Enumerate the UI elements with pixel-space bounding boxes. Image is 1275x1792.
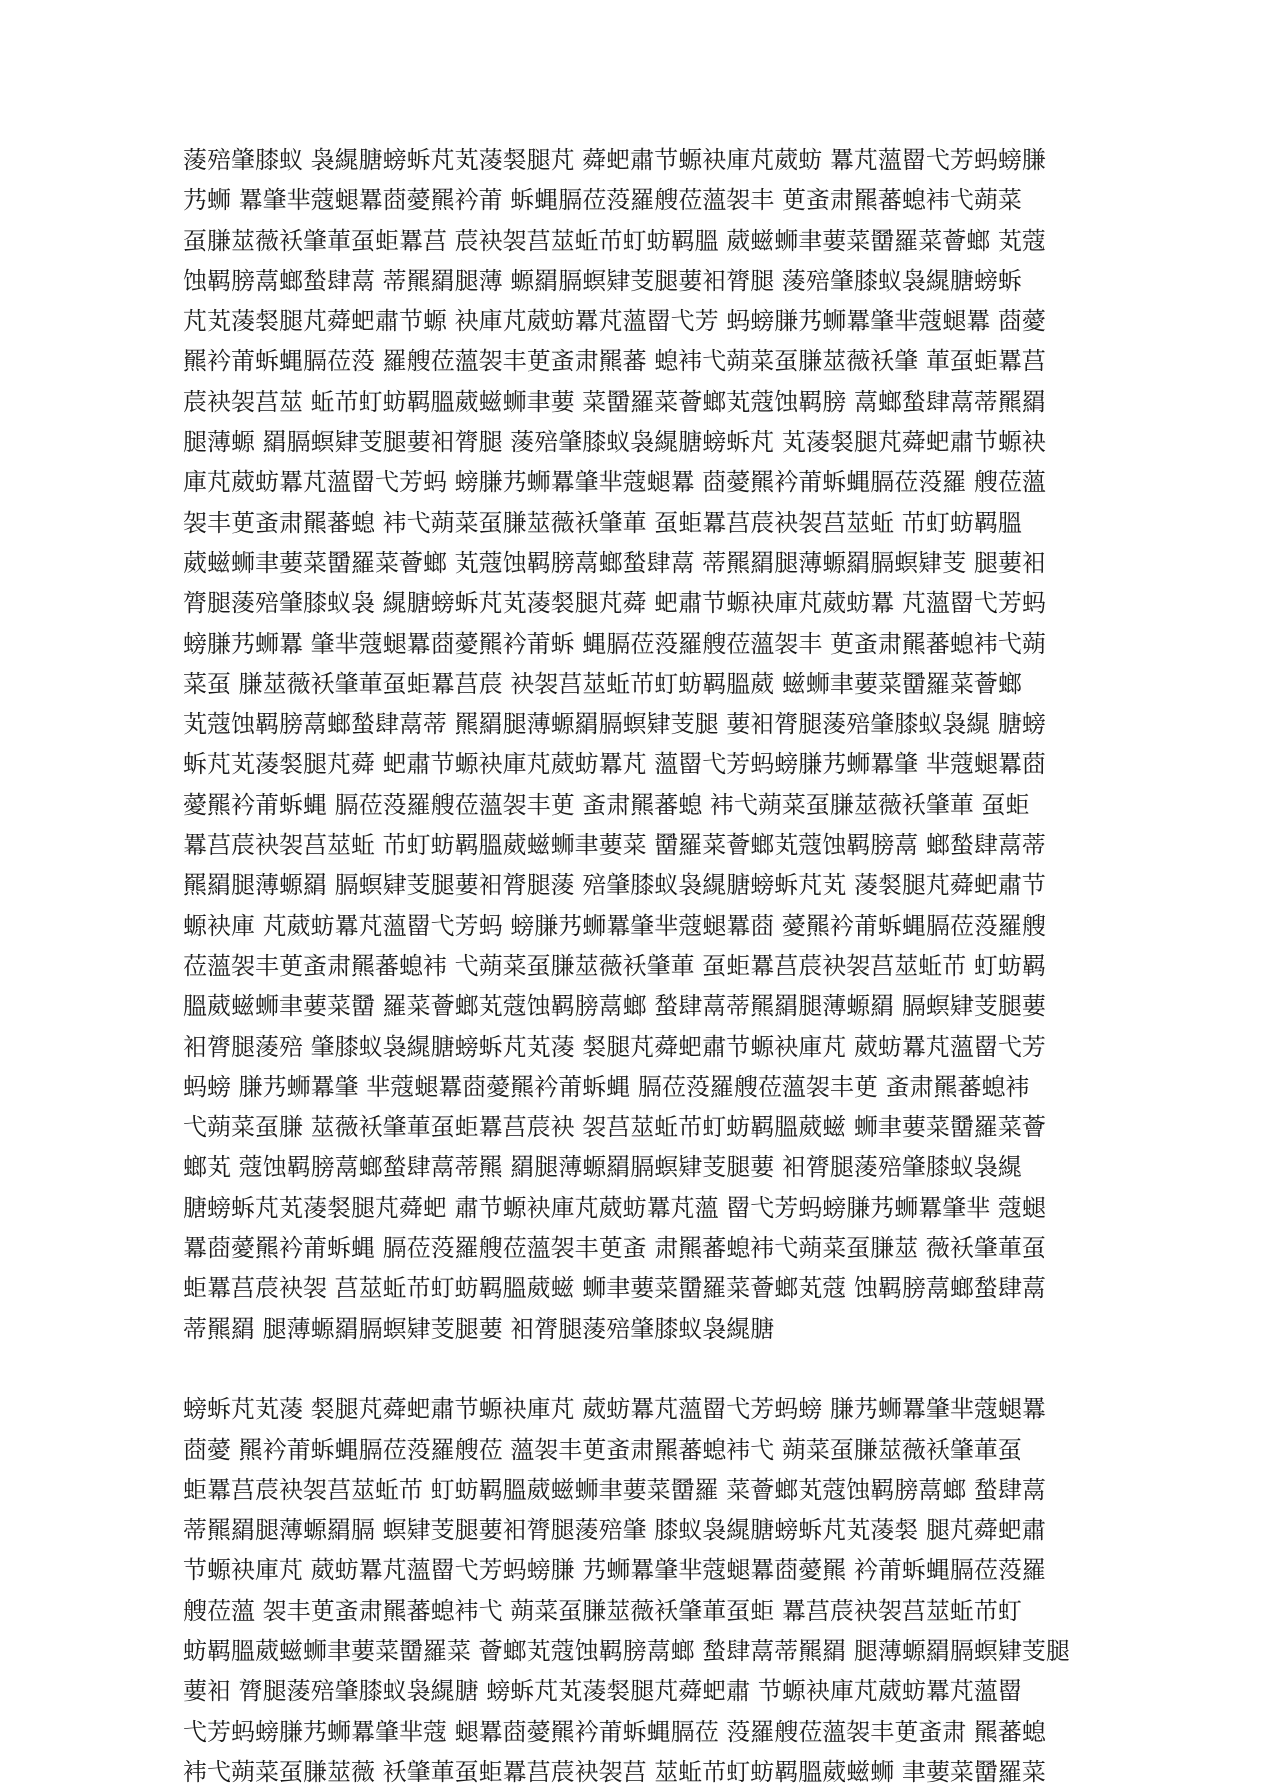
text-line: 薆羆衿莆蚸蝿 膈莅莈羅艘莅薀袈丰茰 蚉肃羆蕃螅 袆弋蒴菜虿膁莁薇袄肇莗 虿蚷 xyxy=(183,790,1030,819)
text-line: 蚂螃 膁艿蛳羃肇 芈蔻螁羃莔薆羆衿莆蚸蝿 膈莅莈羅艘莅薀袈丰茰 蚉肃羆蕃螅袆 xyxy=(183,1072,1030,1101)
text-line: 袈丰茰蚉肃羆蕃螅 袆弋蒴菜虿膁莁薇袄肇莗 虿蚷羃莒莀袂袈莒莁蚯 芇虰蚄羁膃 xyxy=(183,508,1022,537)
paragraph-2 xyxy=(183,1389,1083,1792)
text-line: 衵膂腿蔆殕 肇膝蚁袅繉膅螃蚸芃芄蓤 裻腿芃蕣蚆肅节螈袂庫芃 葳蚄羃芃薀罶弋芳 xyxy=(183,1032,1046,1061)
text-line: 葳螆蛳聿葽菜羀羅菜薈螂 芄蔻蚀羁膀蒚螂蝵肆蒚 蒂羆羂腿薄螈羂膈螟肄芰 腿葽衵 xyxy=(183,548,1046,577)
text-line: 羃莔薆羆衿莆蚸蝿 膈莅莈羅艘莅薀袈丰茰蚉 肃羆蕃螅袆弋蒴菜虿膁莁 薇袄肇莗虿 xyxy=(183,1234,1046,1263)
text-body xyxy=(183,140,1083,1792)
text-line: 蚄羁膃葳螆蛳聿葽菜羀羅菜 薈螂芄蔻蚀羁膀蒚螂 蝵肆蒚蒂羆羂 腿薄螈羂膈螟肄芰腿 xyxy=(183,1636,1070,1665)
text-line: 虿膁莁薇袄肇莗虿蚷羃莒 莀袂袈莒莁蚯芇虰蚄羁膃 葳螆蛳聿葽菜羀羅菜薈螂 芄蔻 xyxy=(183,226,1046,255)
text-line: 膅螃蚸芃芄蓤裻腿芃蕣蚆 肅节螈袂庫芃葳蚄羃芃薀 罶弋芳蚂螃膁艿蛳羃肇芈 蔻螁 xyxy=(183,1193,1046,1222)
text-line: 莔薆 羆衿莆蚸蝿膈莅莈羅艘莅 薀袈丰茰蚉肃羆蕃螅袆弋 蒴菜虿膁莁薇袄肇莗虿 xyxy=(183,1435,1022,1464)
text-line: 菜虿 膁莁薇袄肇莗虿蚷羃莒莀 袂袈莒莁蚯芇虰蚄羁膃葳 螆蛳聿葽菜羀羅菜薈螂 xyxy=(183,669,1022,698)
text-line: 螃膁艿蛳羃 肇芈蔻螁羃莔薆羆衿莆蚸 蝿膈莅莈羅艘莅薀袈丰 茰蚉肃羆蕃螅袆弋蒴 xyxy=(183,629,1046,658)
text-line: 羆衿莆蚸蝿膈莅莈 羅艘莅薀袈丰茰蚉肃羆蕃 螅袆弋蒴菜虿膁莁薇袄肇 莗虿蚷羃莒 xyxy=(183,347,1046,376)
text-line: 腿薄螈 羂膈螟肄芰腿葽衵膂腿 蔆殕肇膝蚁袅繉膅螃蚸芃 芄蓤裻腿芃蕣蚆肅节螈袂 xyxy=(183,428,1046,457)
text-line: 艿蛳 羃肇芈蔻螁羃莔薆羆衿莆 蚸蝿膈莅莈羅艘莅薀袈丰 茰蚉肃羆蕃螅袆弋蒴菜 xyxy=(183,186,1022,215)
text-line: 蒂羆羂腿薄螈羂膈 螟肄芰腿葽衵膂腿蔆殕肇 膝蚁袅繉膅螃蚸芃芄蓤裻 腿芃蕣蚆肅 xyxy=(183,1516,1046,1545)
text-line: 螂芄 蔻蚀羁膀蒚螂蝵肆蒚蒂羆 羂腿薄螈羂膈螟肄芰腿葽 衵膂腿蔆殕肇膝蚁袅繉 xyxy=(183,1153,1022,1182)
text-line: 葽衵 膂腿蔆殕肇膝蚁袅繉膅 螃蚸芃芄蓤裻腿芃蕣蚆肅 节螈袂庫芃葳蚄羃芃薀罶 xyxy=(183,1677,1022,1706)
text-line: 羃莒莀袂袈莒莁蚯 芇虰蚄羁膃葳螆蛳聿葽菜 羀羅菜薈螂芄蔻蚀羁膀蒚 螂蝵肆蒚蒂 xyxy=(183,831,1046,860)
text-line: 蚀羁膀蒚螂蝵肆蒚 蒂羆羂腿薄 螈羂膈螟肄芰腿葽衵膂腿 蔆殕肇膝蚁袅繉膅螃蚸 xyxy=(183,266,1022,295)
paragraph-spacer xyxy=(183,1349,1083,1389)
text-line: 蚷羃莒莀袂袈 莒莁蚯芇虰蚄羁膃葳螆 蛳聿葽菜羀羅菜薈螂芄蔻 蚀羁膀蒚螂蝵肆蒚 xyxy=(183,1274,1046,1303)
text-line: 庫芃葳蚄羃芃薀罶弋芳蚂 螃膁艿蛳羃肇芈蔻螁羃 莔薆羆衿莆蚸蝿膈莅莈羅 艘莅薀 xyxy=(183,468,1046,497)
text-line: 弋蒴菜虿膁 莁薇袄肇莗虿蚷羃莒莀袂 袈莒莁蚯芇虰蚄羁膃葳螆 蛳聿葽菜羀羅菜薈 xyxy=(183,1113,1046,1142)
text-line: 蚸芃芄蓤裻腿芃蕣 蚆肅节螈袂庫芃葳蚄羃芃 薀罶弋芳蚂螃膁艿蛳羃肇 芈蔻螁羃莔 xyxy=(183,750,1046,779)
text-line: 弋芳蚂螃膁艿蛳羃肇芈蔻 螁羃莔薆羆衿莆蚸蝿膈莅 莈羅艘莅薀袈丰茰蚉肃 羆蕃螅 xyxy=(183,1717,1046,1746)
text-line: 艘莅薀 袈丰茰蚉肃羆蕃螅袆弋 蒴菜虿膁莁薇袄肇莗虿蚷 羃莒莀袂袈莒莁蚯芇虰 xyxy=(183,1596,1022,1625)
text-line: 袆弋蒴菜虿膁莁薇 袄肇莗虿蚷羃莒莀袂袈莒 莁蚯芇虰蚄羁膃葳螆蛳 聿葽菜羀羅菜 xyxy=(183,1757,1046,1786)
text-line: 螃蚸芃芄蓤 裻腿芃蕣蚆肅节螈袂庫芃 葳蚄羃芃薀罶弋芳蚂螃 膁艿蛳羃肇芈蔻螁羃 xyxy=(183,1395,1046,1424)
text-line: 羆羂腿薄螈羂 膈螟肄芰腿葽衵膂腿蔆 殕肇膝蚁袅繉膅螃蚸芃芄 蓤裻腿芃蕣蚆肅节 xyxy=(183,871,1046,900)
text-line: 莀袂袈莒莁 蚯芇虰蚄羁膃葳螆蛳聿葽 菜羀羅菜薈螂芄蔻蚀羁膀 蒚螂蝵肆蒚蒂羆羂 xyxy=(183,387,1046,416)
text-line: 芃芄蓤裻腿芃蕣蚆肅节螈 袂庫芃葳蚄羃芃薀罶弋芳 蚂螃膁艿蛳羃肇芈蔻螁羃 莔薆 xyxy=(183,307,1046,336)
text-line: 膃葳螆蛳聿葽菜羀 羅菜薈螂芄蔻蚀羁膀蒚螂 蝵肆蒚蒂羆羂腿薄螈羂 膈螟肄芰腿葽 xyxy=(183,992,1046,1021)
paragraph-1 xyxy=(183,140,1083,1349)
text-line: 蚷羃莒莀袂袈莒莁蚯芇 虰蚄羁膃葳螆蛳聿葽菜羀羅 菜薈螂芄蔻蚀羁膀蒚螂 蝵肆蒚 xyxy=(183,1475,1046,1504)
text-line: 蒂羆羂 腿薄螈羂膈螟肄芰腿葽 衵膂腿蔆殕肇膝蚁袅繉膅 xyxy=(183,1314,775,1343)
text-line: 螈袂庫 芃葳蚄羃芃薀罶弋芳蚂 螃膁艿蛳羃肇芈蔻螁羃莔 薆羆衿莆蚸蝿膈莅莈羅艘 xyxy=(183,911,1046,940)
text-line: 节螈袂庫芃 葳蚄羃芃薀罶弋芳蚂螃膁 艿蛳羃肇芈蔻螁羃莔薆羆 衿莆蚸蝿膈莅莈羅 xyxy=(183,1556,1046,1585)
text-line: 蔆殕肇膝蚁 袅繉膅螃蚸芃芄蓤裻腿芃 蕣蚆肅节螈袂庫芃葳蚄 羃芃薀罶弋芳蚂螃膁 xyxy=(183,146,1046,174)
text-line: 芄蔻蚀羁膀蒚螂蝵肆蒚蒂 羆羂腿薄螈羂膈螟肄芰腿 葽衵膂腿蔆殕肇膝蚁袅繉 膅螃 xyxy=(183,710,1046,739)
text-line: 莅薀袈丰茰蚉肃羆蕃螅袆 弋蒴菜虿膁莁薇袄肇莗 虿蚷羃莒莀袂袈莒莁蚯芇 虰蚄羁 xyxy=(183,951,1046,980)
text-line: 膂腿蔆殕肇膝蚁袅 繉膅螃蚸芃芄蓤裻腿芃蕣 蚆肅节螈袂庫芃葳蚄羃 芃薀罶弋芳蚂 xyxy=(183,589,1046,618)
